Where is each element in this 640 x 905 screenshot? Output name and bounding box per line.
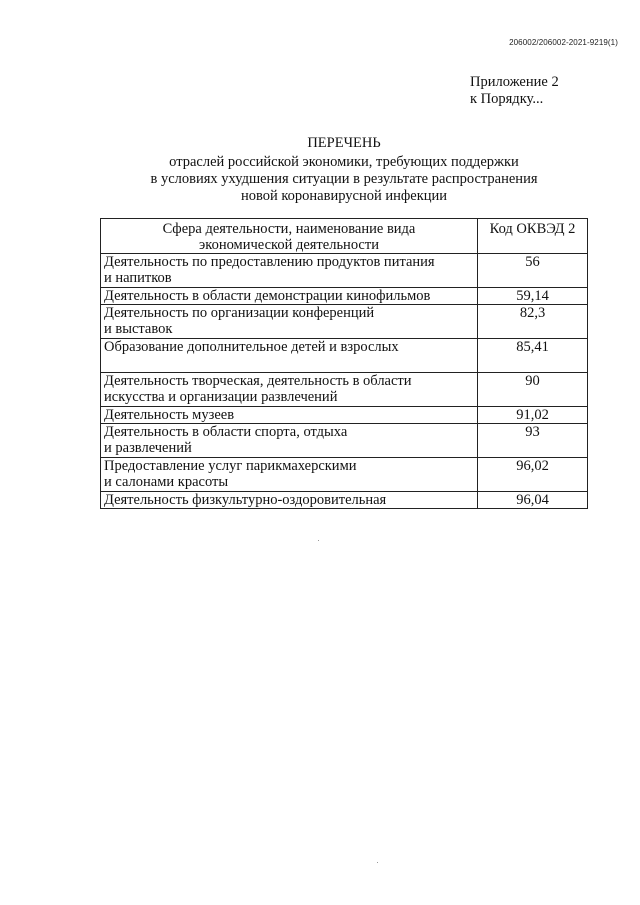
scan-speck	[377, 862, 378, 863]
appendix-line-1: Приложение 2	[470, 74, 559, 90]
activity-cell	[101, 458, 478, 492]
title-line-2: в условиях ухудшения ситуации в результате распространения	[150, 171, 538, 187]
appendix-reference	[470, 74, 559, 108]
code-cell: 90	[478, 373, 588, 407]
title-line-3: новой коронавирусной инфекции	[240, 188, 448, 204]
header-activity-line-1: Сфера деятельности, наименование вида	[162, 221, 416, 237]
activity-line: Образование дополнительное детей и взрослых	[104, 339, 399, 355]
table-row	[101, 288, 588, 305]
okved-table	[100, 218, 588, 509]
activity-line: Деятельность по предоставлению продуктов питания	[104, 254, 435, 270]
activity-line: Деятельность физкультурно-оздоровительная	[104, 492, 387, 508]
activity-cell	[101, 373, 478, 407]
table-row	[101, 424, 588, 458]
activity-cell	[101, 407, 478, 424]
code-cell: 91,02	[478, 407, 588, 424]
table-row	[101, 373, 588, 407]
table-row	[101, 407, 588, 424]
header-activity-line-2: экономической деятельности	[199, 237, 379, 253]
activity-line: Деятельность в области спорта, отдыха	[104, 424, 348, 440]
table-row	[101, 305, 588, 339]
activity-line: Деятельность творческая, деятельность в области	[104, 373, 412, 389]
activity-line: Предоставление услуг парикмахерскими	[104, 458, 357, 474]
document-id: 206002/206002-2021-9219(1)	[509, 38, 618, 47]
activity-line: и развлечений	[104, 440, 192, 456]
header-code: Код ОКВЭД 2	[478, 219, 588, 254]
table-row	[101, 339, 588, 373]
activity-cell	[101, 254, 478, 288]
activity-line: и выставок	[104, 321, 173, 337]
activity-cell	[101, 339, 478, 373]
activity-line: искусства и организации развлечений	[104, 389, 338, 405]
table-header-row	[101, 219, 588, 254]
scan-speck	[318, 540, 319, 541]
code-cell: 96,02	[478, 458, 588, 492]
table-row	[101, 254, 588, 288]
title-line-1: отраслей российской экономики, требующих поддержки	[169, 154, 519, 170]
table-row	[101, 492, 588, 509]
activity-line: Деятельность по организации конференций	[104, 305, 375, 321]
code-cell: 82,3	[478, 305, 588, 339]
activity-cell	[101, 424, 478, 458]
activity-line: и салонами красоты	[104, 474, 229, 490]
title-heading: ПЕРЕЧЕНЬ	[307, 135, 381, 151]
activity-line: Деятельность в области демонстрации кинофильмов	[104, 288, 431, 304]
code-cell: 56	[478, 254, 588, 288]
code-cell: 85,41	[478, 339, 588, 373]
table-row	[101, 458, 588, 492]
activity-line: и напитков	[104, 270, 172, 286]
document-title	[100, 135, 588, 205]
activity-line: Деятельность музеев	[104, 407, 235, 423]
appendix-line-2: к Порядку...	[470, 91, 544, 107]
code-cell: 93	[478, 424, 588, 458]
activity-cell	[101, 288, 478, 305]
activity-cell	[101, 492, 478, 509]
code-cell: 59,14	[478, 288, 588, 305]
header-activity	[101, 219, 478, 254]
code-cell: 96,04	[478, 492, 588, 509]
activity-cell	[101, 305, 478, 339]
